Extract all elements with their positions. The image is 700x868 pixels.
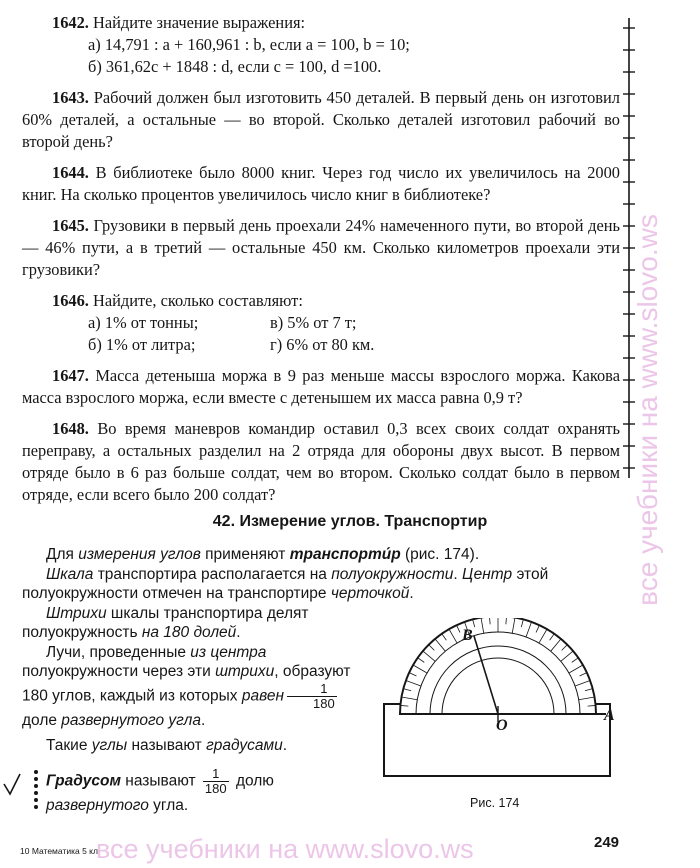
text-run: полуокружности через эти bbox=[22, 663, 216, 680]
text-run: (рис. 174). bbox=[400, 546, 480, 563]
text-run: . bbox=[453, 565, 463, 583]
theory-paragraph bbox=[22, 643, 362, 731]
problem-1647 bbox=[22, 365, 620, 409]
watermark-side-text: все учебники на www.slovo.ws bbox=[632, 214, 663, 606]
text-run: называют bbox=[127, 737, 207, 754]
text-run: называют bbox=[120, 772, 196, 790]
problem-item: а) 1% от тонны; bbox=[88, 313, 199, 332]
text-run: Центр bbox=[462, 565, 513, 583]
problem-text: В библиотеке было 8000 книг. Через год число их увеличилось на 2000 книг. На сколько процентов увеличилось число книг в библиотеке? bbox=[22, 163, 620, 204]
text-run: . bbox=[201, 711, 206, 729]
problem-number: 1645. bbox=[52, 216, 89, 235]
text-run: применяют bbox=[200, 546, 290, 563]
text-run: доле bbox=[22, 711, 62, 729]
text-run: измерения углов bbox=[78, 546, 201, 563]
text-run: . bbox=[282, 737, 288, 754]
text-run: угла. bbox=[148, 797, 189, 814]
term: Градусом bbox=[46, 772, 121, 790]
text-run: полуокружности bbox=[331, 565, 454, 583]
watermark-bottom: все учебники на www.slovo.ws bbox=[96, 834, 474, 864]
theory-paragraph bbox=[22, 565, 618, 604]
problem-item: б) 1% от литра; bbox=[88, 335, 196, 354]
text-run: Для bbox=[46, 546, 79, 563]
problem-text: Масса детеныша моржа в 9 раз меньше массы взрослого моржа. Какова масса взрослого моржа, если вместе с детенышем их масса равна 0,9 т? bbox=[22, 366, 620, 407]
label-o: O bbox=[496, 717, 508, 734]
problem-item: в) 5% от 7 т; bbox=[270, 313, 357, 332]
text-run: черточкой bbox=[330, 585, 410, 602]
fraction bbox=[287, 682, 337, 711]
problem-text: Грузовики в первый день проехали 24% намеченного пути, во второй день — 46% пути, а в третий — остальные 450 км. Сколько километров проехали эти грузовики? bbox=[22, 216, 620, 279]
text-run: этой полуокружности отмечен на транспортире bbox=[22, 565, 549, 602]
problem-number: 1643. bbox=[52, 88, 89, 107]
problem-1645 bbox=[22, 215, 620, 281]
figure-caption: Рис. 174 bbox=[470, 796, 520, 810]
theory-left-column bbox=[22, 604, 362, 756]
problem-number: 1644. bbox=[52, 163, 89, 182]
problem-text: Рабочий должен был изготовить 450 деталей. В первый день он изготовил 60% деталей, а остальные — во второй. Сколько деталей изготовил рабочий во второй день? bbox=[22, 88, 620, 151]
text-run: долю bbox=[235, 772, 274, 790]
text-run: Такие bbox=[46, 737, 92, 754]
problem-number: 1648. bbox=[52, 419, 89, 438]
section-title: 42. Измерение углов. Транспортир bbox=[212, 513, 488, 530]
term: транспорти́р bbox=[289, 546, 401, 563]
problem-1644 bbox=[22, 162, 620, 206]
problems-list bbox=[22, 12, 620, 515]
problem-number: 1642. bbox=[52, 13, 89, 32]
problem-number: 1646. bbox=[52, 291, 89, 310]
problem-1646 bbox=[22, 290, 620, 356]
problem-text: Найдите, сколько составляют: bbox=[93, 291, 303, 310]
problem-item: г) 6% от 80 км. bbox=[270, 335, 375, 354]
fraction-numerator: 1 bbox=[287, 682, 337, 697]
footer-signature: 10 Математика 5 кл. bbox=[20, 846, 101, 856]
text-run: Лучи, проведенные bbox=[46, 643, 191, 661]
text-run: градусами bbox=[206, 737, 283, 754]
label-b: B bbox=[462, 627, 473, 644]
problem-item: б) 361,62c + 1848 : d, если c = 100, d =100. bbox=[88, 57, 382, 76]
fraction-numerator: 1 bbox=[203, 767, 229, 782]
text-run: транспортира располагается на bbox=[93, 565, 332, 583]
problem-item: а) 14,791 : a + 160,961 : b, если a = 100, b = 10; bbox=[88, 35, 410, 54]
text-run: . bbox=[236, 624, 241, 641]
checkmark-dots-icon bbox=[2, 768, 42, 812]
text-run: Шкала bbox=[46, 565, 94, 583]
text-run: штрихи bbox=[215, 663, 275, 680]
protractor-figure bbox=[380, 618, 620, 778]
fraction-denominator: 180 bbox=[204, 781, 227, 796]
definition bbox=[46, 767, 366, 816]
text-run: равен bbox=[241, 687, 284, 705]
problem-1642 bbox=[22, 12, 620, 78]
theory-paragraph bbox=[22, 736, 362, 756]
problem-text: Найдите значение выражения: bbox=[93, 13, 306, 32]
problem-text: Во время маневров командир оставил 0,3 всех своих солдат охранять переправу, а остальных разделил на 2 отряда для обороны двух высот. В первом отряде было в 6 раз больше солдат, чем во втором. Сколько солдат было в первом отряде, если всего было 200 солдат? bbox=[22, 419, 620, 504]
text-run: углы bbox=[91, 737, 128, 754]
theory-paragraph bbox=[22, 604, 362, 643]
page-number: 249 bbox=[594, 834, 620, 851]
text-run: . bbox=[409, 585, 414, 602]
problem-number: 1647. bbox=[52, 366, 89, 385]
text-run: шкалы транспортира делят полуокружность bbox=[22, 604, 309, 641]
text-run: развернутого bbox=[46, 797, 149, 814]
problem-1648 bbox=[22, 418, 620, 506]
text-run: Штрихи bbox=[46, 604, 107, 622]
text-run: на 180 долей bbox=[141, 624, 237, 641]
problem-1643 bbox=[22, 87, 620, 153]
problem-items-grid bbox=[22, 312, 620, 356]
fraction bbox=[203, 767, 229, 796]
text-run: развернутого угла bbox=[61, 711, 202, 729]
protractor-illustration bbox=[384, 618, 610, 776]
fraction-denominator: 180 bbox=[313, 695, 335, 711]
text-run: , образуют 180 углов, каждый из которых bbox=[22, 663, 351, 705]
text-run: из центра bbox=[190, 643, 267, 661]
label-a: A bbox=[604, 707, 615, 724]
theory-paragraph bbox=[22, 545, 618, 565]
